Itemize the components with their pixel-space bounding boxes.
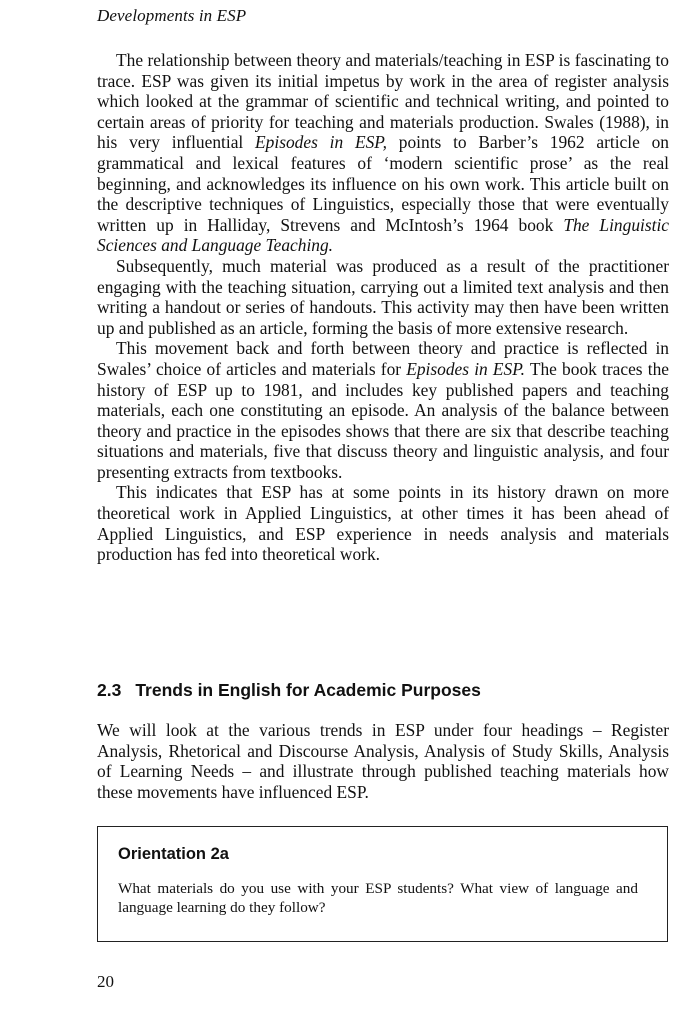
italic-title-run: The Linguistic Sciences and Language Teaching. [97, 214, 669, 256]
section-title: Trends in English for Academic Purposes [135, 680, 481, 700]
text-run: The relationship between theory and materials/teaching in ESP is fascinating to trace. ESP was given its initial impetus by work in the area of register analysis which looked at the grammar of scientific and technical writing, and pointed to certain areas of priority for teaching and materials production. Swales (1988), in his very influential [97, 50, 669, 153]
orientation-text: What materials do you use with your ESP students? What view of language and language learning do they follow? [118, 880, 638, 916]
body-paragraph [97, 338, 669, 482]
running-head: Developments in ESP [97, 6, 247, 25]
text-run: points to Barber’s 1962 article on grammatical and lexical features of ‘modern scientific prose’ as the real beginning, and acknowledges its influence on his own work. This article built on the descriptive techniques of Linguistics, especially those that were eventually written up in Halliday, Strevens and McIntosh’s 1964 book [97, 132, 669, 235]
text-run: Subsequently, much material was produced as a result of the practitioner engaging with the teaching situation, carrying out a limited text analysis and then writing a handout or series of handouts. This activity may then have been written up and published as an article, forming the basis of more extensive research. [97, 255, 669, 338]
section-heading [97, 680, 481, 701]
body-paragraph [97, 50, 669, 256]
text-run: This indicates that ESP has at some points in its history drawn on more theoretical work in Applied Linguistics, at other times it has been ahead of Applied Linguistics, and ESP experience in needs analysis and materials production has fed into theoretical work. [97, 482, 669, 565]
text-run: This movement back and forth between theory and practice is reflected in Swales’ choice of articles and materials for [97, 338, 669, 379]
page-number: 20 [97, 972, 114, 991]
italic-title-run: Episodes in ESP. [406, 358, 525, 379]
section-number: 2.3 [97, 680, 122, 700]
orientation-box [97, 826, 668, 942]
body-paragraph [97, 482, 669, 564]
body-text [97, 50, 669, 565]
section-intro: We will look at the various trends in ESP under four headings – Register Analysis, Rhetorical and Discourse Analysis, Analysis of Study Skills, Analysis of Learning Needs – and illustrate through published teaching materials how these movements have influenced ESP. [97, 720, 669, 802]
italic-title-run: Episodes in ESP, [255, 132, 387, 153]
orientation-title: Orientation 2a [118, 845, 229, 863]
body-paragraph [97, 256, 669, 338]
text-run: The book traces the history of ESP up to 1981, and includes key published papers and teaching materials, each one constituting an episode. An analysis of the balance between theory and practice in the episodes shows that there are six that describe teaching situations and materials, five that discuss theory and linguistic analysis, and four presenting extracts from textbooks. [97, 358, 669, 482]
